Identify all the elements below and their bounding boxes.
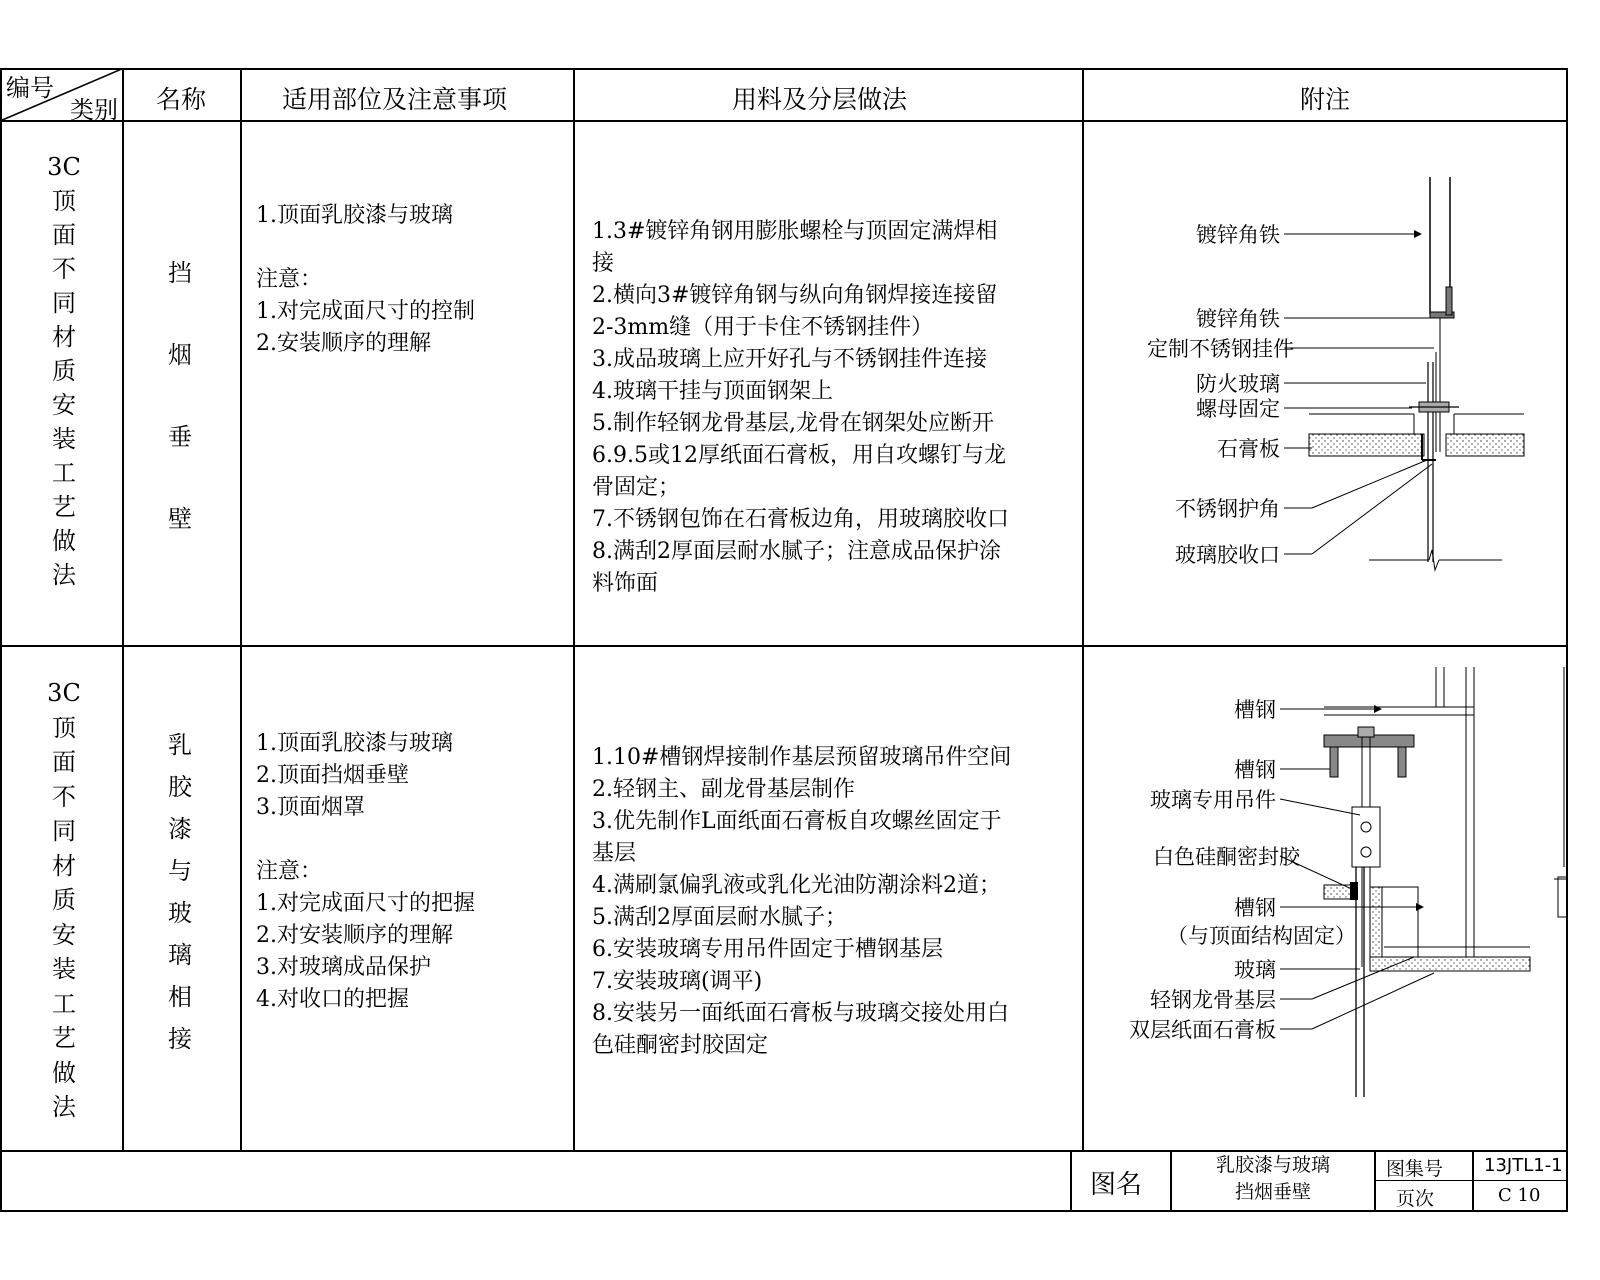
row1-label-sealant: 玻璃胶收口 bbox=[1175, 543, 1280, 567]
row2-label-silicone: 白色硅酮密封胶 bbox=[1153, 845, 1300, 869]
row1-section-diagram bbox=[1084, 122, 1566, 644]
row1-name-vertical: 挡 烟 垂 壁 bbox=[168, 259, 192, 533]
row2-section-diagram bbox=[1084, 647, 1566, 1149]
row2-label-double-gypsum: 双层纸面石膏板 bbox=[1129, 1018, 1276, 1042]
row2-code-vertical: 3C 顶 面 不 同 材 质 安 装 工 艺 做 法 bbox=[47, 679, 81, 1121]
row2-label-light-steel: 轻钢龙骨基层 bbox=[1150, 988, 1276, 1012]
header-notes: 附注 bbox=[1300, 85, 1351, 114]
row2-label-glass: 玻璃 bbox=[1234, 958, 1276, 982]
row1-label-gypsum: 石膏板 bbox=[1217, 437, 1280, 461]
row1-label-galvanized-angle-b: 镀锌角铁 bbox=[1196, 307, 1280, 331]
row1-scope-list: 1.顶面乳胶漆与玻璃 注意： 1.对完成面尺寸的控制 2.安装顺序的理解 bbox=[256, 203, 475, 356]
atlas-value: 13JTL1-1 bbox=[1484, 1155, 1563, 1176]
row2-scope-list: 1.顶面乳胶漆与玻璃 2.顶面挡烟垂壁 3.顶面烟罩 注意： 1.对完成面尺寸的把握 2.对安装顺序的理解 3.对玻璃成品保护 4.对收口的把握 bbox=[256, 731, 475, 1012]
title-name-label: 图名 bbox=[1090, 1170, 1143, 1200]
row1-code-vertical: 3C 顶 面 不 同 材 质 安 装 工 艺 做 法 bbox=[47, 153, 81, 589]
row1-material-list: 1.3#镀锌角钢用膨胀螺栓与顶固定满焊相 接 2.横向3#镀锌角钢与纵向角钢焊接连接留 2-3mm缝（用于卡住不锈钢挂件） 3.成品玻璃上应开好孔与不锈钢挂件连接 4.玻璃干挂与顶面钢架上 5.制作轻钢龙骨基层,龙骨在钢架处应断开 6.9.5或12厚纸面石膏板，用自攻螺钉与龙 骨固定； 7.不锈钢包饰在石膏板边角，用玻璃胶收口 8.满刮2厚面层耐水腻子；注意成品保护涂 料饰面 bbox=[592, 219, 1009, 596]
page-value: C 10 bbox=[1498, 1185, 1541, 1206]
header-scope: 适用部位及注意事项 bbox=[282, 85, 508, 114]
header-name: 名称 bbox=[156, 85, 207, 114]
row1-label-steel-hanger: 定制不锈钢挂件 bbox=[1147, 337, 1294, 361]
header-materials: 用料及分层做法 bbox=[732, 85, 908, 114]
page-label: 页次 bbox=[1396, 1188, 1435, 1210]
row2-material-list: 1.10#槽钢焊接制作基层预留玻璃吊件空间 2.轻钢主、副龙骨基层制作 3.优先制作L面纸面石膏板自攻螺丝固定于 基层 4.满刷氯偏乳液或乳化光油防潮涂料2道； 5.满刮2厚面层耐水腻子； 6.安装玻璃专用吊件固定于槽钢基层 7.安装玻璃(调平) 8.安装另一面纸面石膏板与玻璃交接处用白 色硅酮密封胶固定 bbox=[592, 745, 1012, 1058]
row2-label-fixed-note: （与顶面结构固定） bbox=[1167, 924, 1356, 948]
row2-name-vertical: 乳 胶 漆 与 玻 璃 相 接 bbox=[168, 731, 192, 1053]
row2-label-channel-a: 槽钢 bbox=[1234, 698, 1276, 722]
row2-label-channel-b: 槽钢 bbox=[1234, 758, 1276, 782]
row2-label-glass-hanger: 玻璃专用吊件 bbox=[1150, 788, 1276, 812]
row1-label-nut: 螺母固定 bbox=[1196, 397, 1280, 421]
row1-label-corner-guard: 不锈钢护角 bbox=[1175, 497, 1280, 521]
header-code: 编号 bbox=[6, 74, 54, 102]
row1-label-fire-glass: 防火玻璃 bbox=[1196, 372, 1280, 396]
row2-label-channel-c: 槽钢 bbox=[1234, 896, 1276, 920]
atlas-label: 图集号 bbox=[1386, 1158, 1444, 1180]
drawing-title: 乳胶漆与玻璃 挡烟垂壁 bbox=[1215, 1154, 1330, 1203]
header-category: 类别 bbox=[70, 96, 118, 124]
row1-label-galvanized-angle-a: 镀锌角铁 bbox=[1196, 223, 1280, 247]
